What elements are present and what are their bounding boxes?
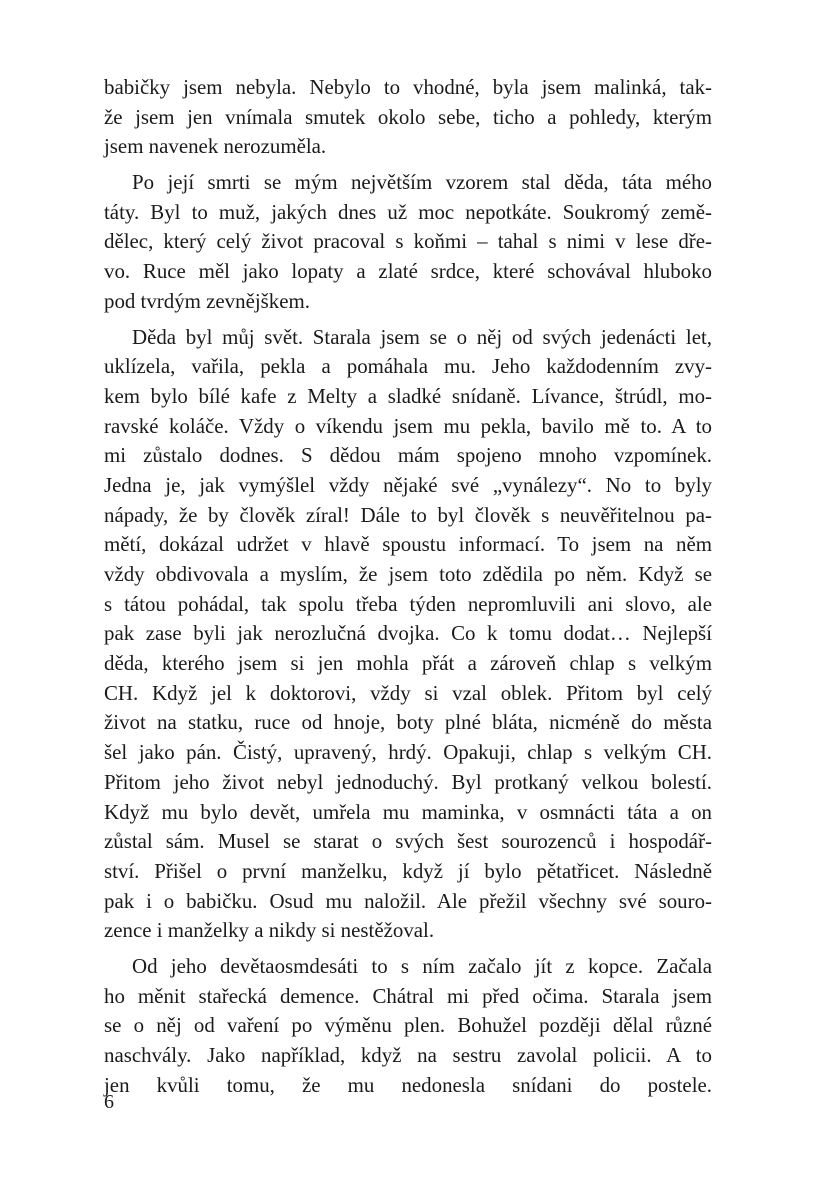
- text-line: život na statku, ruce od hnoje, boty plné bláta, nicméně do města: [104, 710, 712, 735]
- text-line: táty. Byl to muž, jakých dnes už moc nepotkáte. Soukromý země-: [104, 199, 712, 224]
- text-line: vždy obdivovala a myslím, že jsem toto zdědila po něm. Když se: [104, 562, 712, 586]
- text-line: vo. Ruce měl jako lopaty a zlaté srdce, které schovával hluboko: [104, 259, 712, 284]
- body-text: [104, 73, 712, 1100]
- text-line: Po její smrti se mým největším vzorem stal děda, táta mého: [132, 170, 712, 195]
- text-line: Jedna je, jak vymýšlel vždy nějaké své „vynálezy“. No to byly: [104, 472, 712, 497]
- text-line: mi zůstalo dodnes. S dědou mám spojeno mnoho vzpomínek.: [104, 443, 712, 468]
- text-line: šel jako pán. Čistý, upravený, hrdý. Opakuji, chlap s velkým CH.: [104, 740, 712, 765]
- text-line: s tátou pohádal, tak spolu třeba týden nepromluvili ani slovo, ale: [104, 591, 712, 616]
- text-line: jen kvůli tomu, že mu nedonesla snídani do postele.: [104, 1072, 712, 1097]
- paragraph-2: [104, 168, 712, 316]
- paragraph-1: [104, 73, 712, 162]
- text-line: Od jeho devětaosmdesáti to s ním začalo jít z kopce. Začala: [132, 953, 712, 978]
- text-line: dělec, který celý život pracoval s koňmi – tahal s nimi v lese dře-: [104, 229, 712, 254]
- text-line: CH. Když jel k doktorovi, vždy si vzal oblek. Přitom byl celý: [104, 680, 712, 705]
- text-line: děda, kterého jsem si jen mohla přát a zároveň chlap s velkým: [104, 651, 712, 676]
- text-line: babičky jsem nebyla. Nebylo to vhodné, byla jsem malinká, tak-: [104, 75, 712, 99]
- text-line: nápady, že by člověk zíral! Dále to byl člověk s neuvěřitelnou pa-: [104, 502, 712, 527]
- text-line: zence i manželky a nikdy si nestěžoval.: [104, 918, 435, 943]
- text-line: uklízela, vařila, pekla a pomáhala mu. Jeho každodenním zvy-: [104, 354, 712, 379]
- text-line: zůstal sám. Musel se starat o svých šest sourozenců i hospodář-: [104, 829, 712, 854]
- page-number: 6: [104, 1091, 114, 1113]
- text-line: naschvály. Jako například, když na sestru zavolal policii. A to: [104, 1043, 712, 1067]
- paragraph-4: [104, 952, 712, 1100]
- text-line: mětí, dokázal udržet v hlavě spoustu informací. To jsem na něm: [104, 532, 712, 557]
- text-line: ravské koláče. Vždy o víkendu jsem mu pekla, bavilo mě to. A to: [104, 413, 712, 438]
- text-line: Když mu bylo devět, umřela mu maminka, v osmnácti táta a on: [104, 799, 712, 824]
- text-line: se o něj od vaření po výměnu plen. Bohužel později dělal různé: [104, 1013, 712, 1038]
- text-line: Přitom jeho život nebyl jednoduchý. Byl protkaný velkou bolestí.: [104, 769, 712, 794]
- text-line: Děda byl můj svět. Starala jsem se o něj od svých jedenácti let,: [132, 324, 712, 349]
- text-line: že jsem jen vnímala smutek okolo sebe, ticho a pohledy, kterým: [104, 104, 712, 129]
- text-line: kem bylo bílé kafe z Melty a sladké snídaně. Lívance, štrúdl, mo-: [104, 383, 712, 408]
- paragraph-3: [104, 323, 712, 946]
- text-line: ho měnit stařecká demence. Chátral mi před očima. Starala jsem: [104, 983, 712, 1008]
- text-line: pak i o babičku. Osud mu naložil. Ale přežil všechny své souro-: [104, 888, 712, 913]
- text-line: pak zase byli jak nerozlučná dvojka. Co k tomu dodat… Nejlepší: [104, 621, 712, 646]
- text-line: pod tvrdým zevnějškem.: [104, 288, 310, 313]
- text-line: ství. Přišel o první manželku, když jí bylo pětatřicet. Následně: [104, 858, 712, 883]
- text-line: jsem navenek nerozuměla.: [104, 134, 327, 159]
